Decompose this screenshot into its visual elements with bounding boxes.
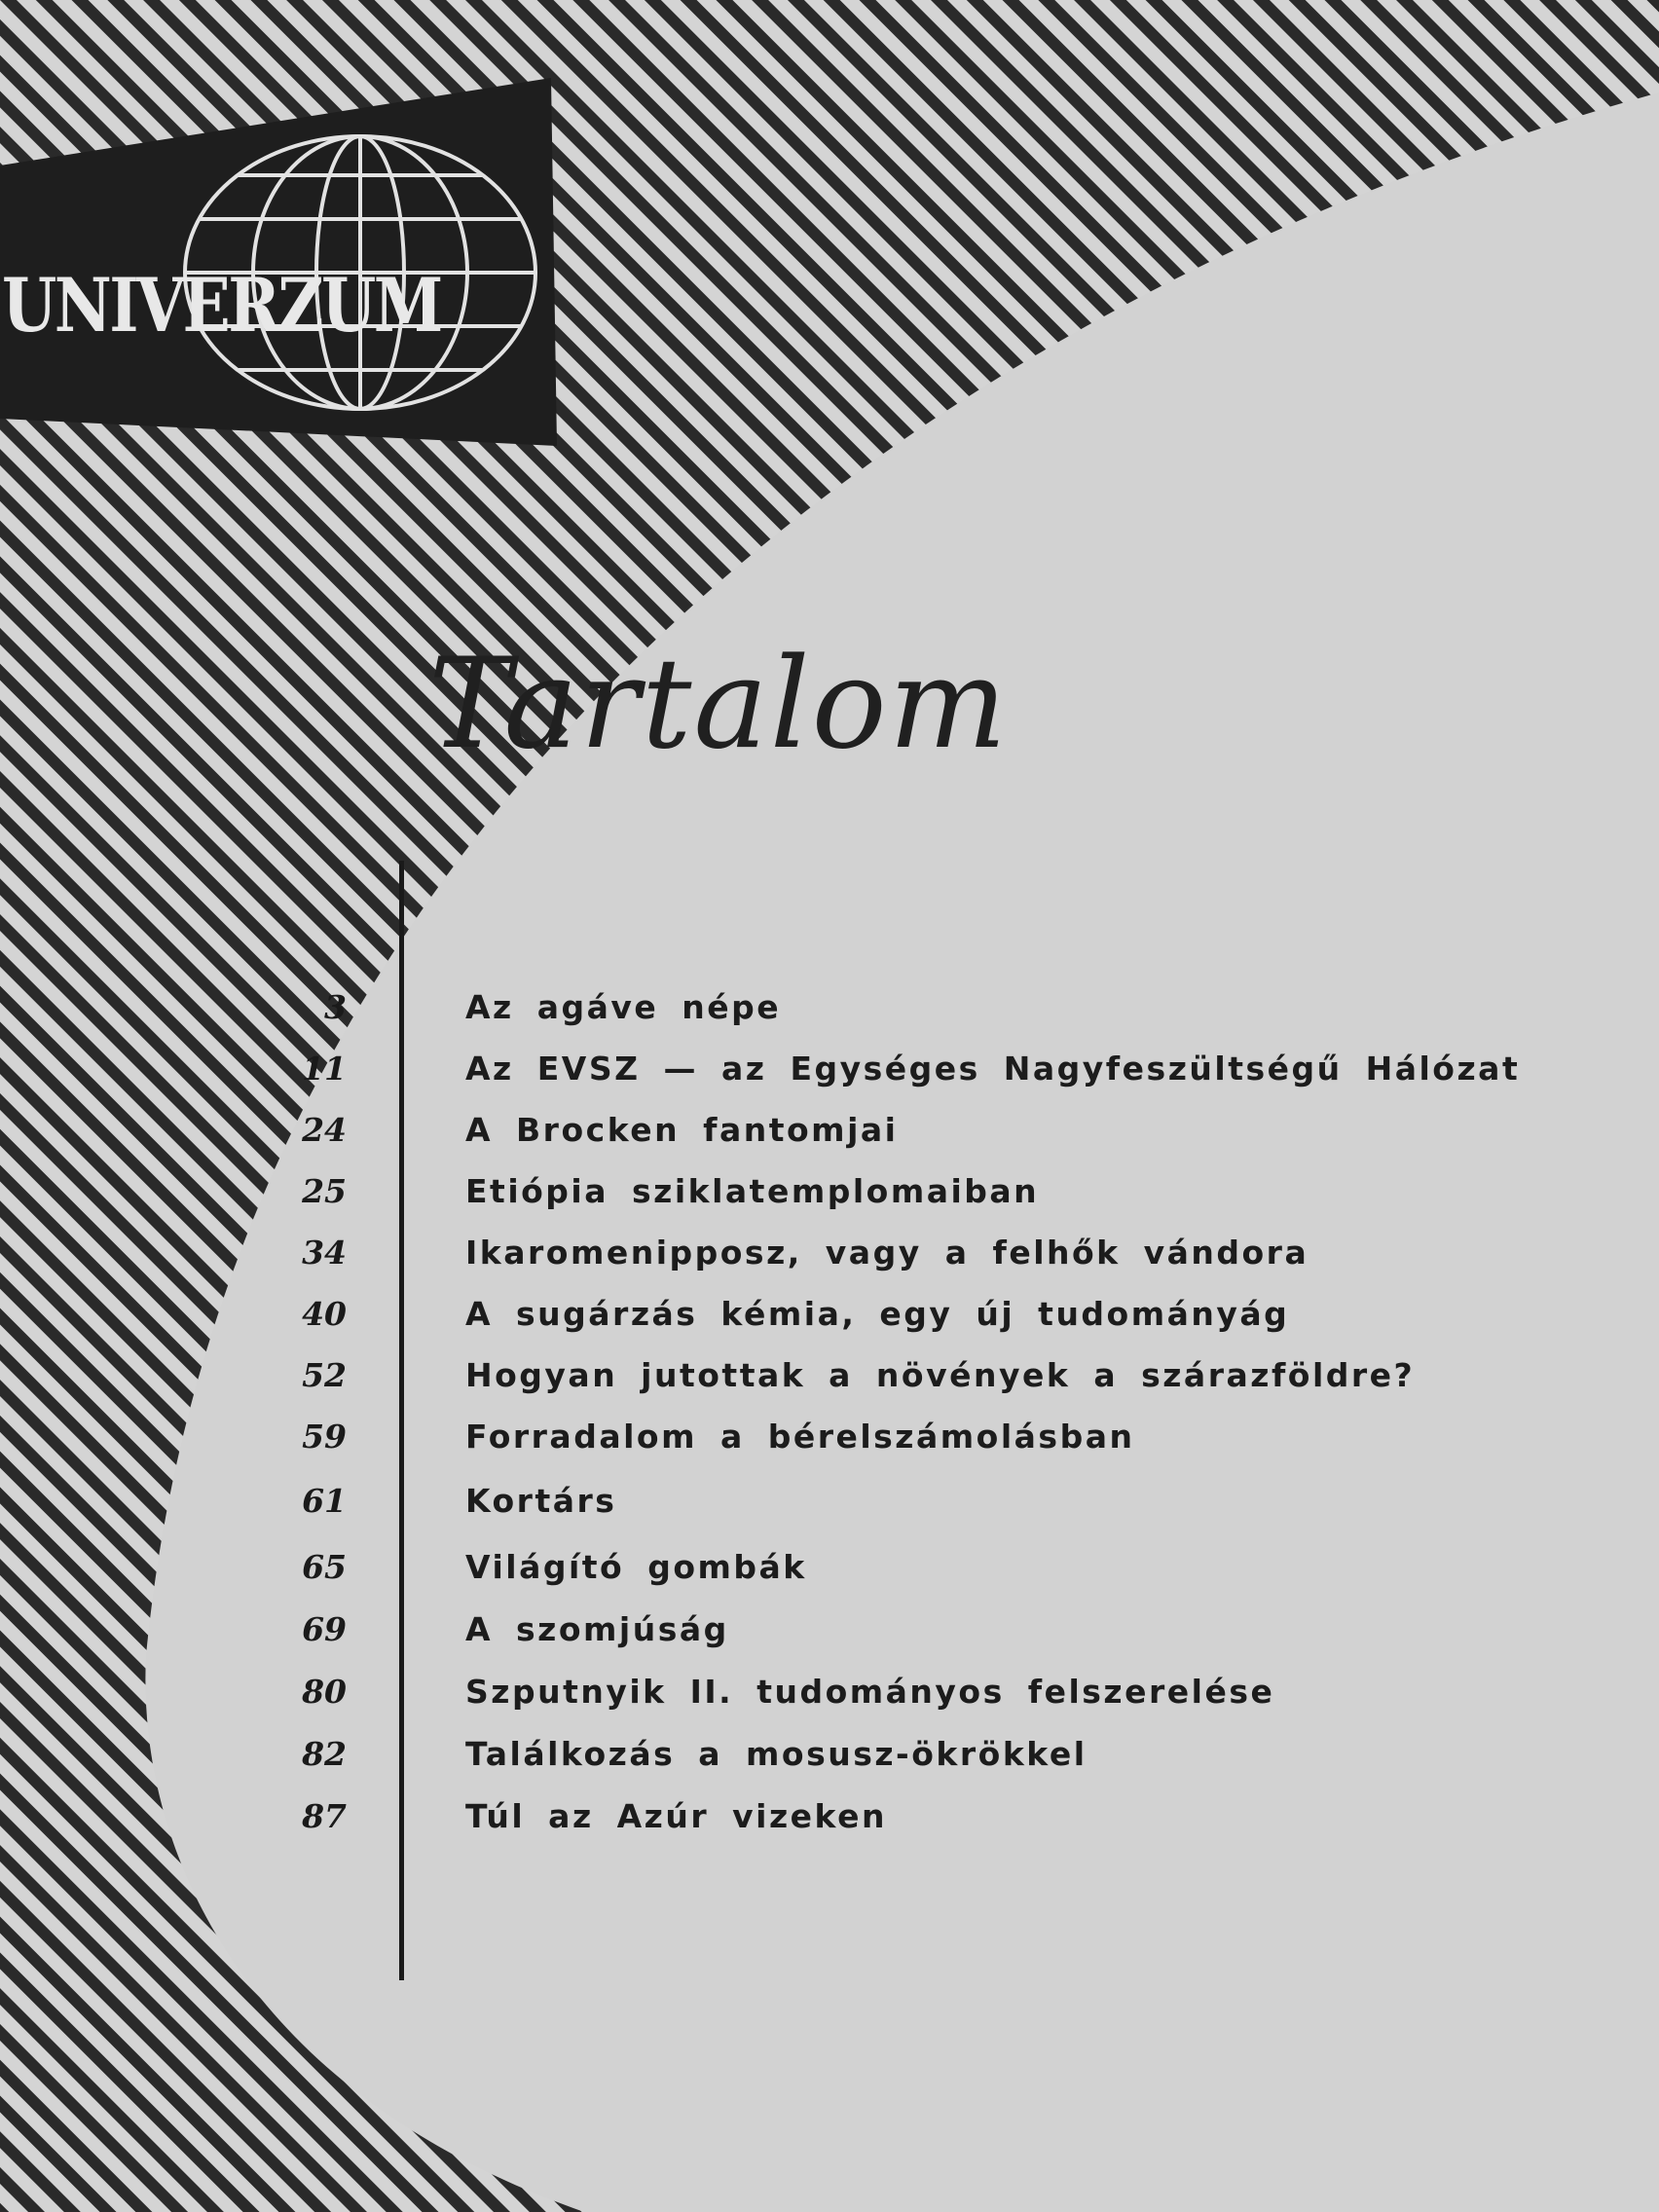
- toc-entry[interactable]: [0, 1536, 1659, 1599]
- toc-title: A sugárzás kémia, egy új tudományág: [465, 1295, 1290, 1333]
- univerzum-logo: [0, 78, 557, 446]
- toc-entry[interactable]: [0, 1786, 1659, 1848]
- toc-page-number: 24: [302, 1111, 347, 1149]
- toc-title: Ikaromenipposz, vagy a felhők vándora: [465, 1234, 1309, 1272]
- toc-title: Találkozás a mosusz-ökrökkel: [465, 1735, 1088, 1773]
- toc-title: Az EVSZ — az Egységes Nagyfeszültségű Hálózat: [465, 1050, 1521, 1088]
- toc-entry[interactable]: [0, 1038, 1659, 1100]
- toc-entry[interactable]: [0, 1345, 1659, 1407]
- toc-page-number: 59: [302, 1418, 347, 1456]
- toc-page-number: 11: [302, 1050, 347, 1088]
- toc-title: Túl az Azúr vizeken: [465, 1797, 887, 1835]
- toc-page-number: 3: [324, 988, 347, 1026]
- toc-entry[interactable]: [0, 1599, 1659, 1661]
- page-title: Tartalom: [428, 632, 1010, 777]
- toc-title: A Brocken fantomjai: [465, 1111, 899, 1149]
- toc-page-number: 61: [302, 1482, 347, 1520]
- toc-entry[interactable]: [0, 1723, 1659, 1786]
- toc-entry[interactable]: [0, 1283, 1659, 1346]
- toc-title: Szputnyik II. tudományos felszerelése: [465, 1673, 1275, 1711]
- toc-page-number: 34: [302, 1234, 347, 1272]
- toc-title: Etiópia sziklatemplomaiban: [465, 1172, 1040, 1210]
- toc-title: A szomjúság: [465, 1610, 729, 1648]
- logo-wordmark: UNIVERZUM: [2, 262, 441, 349]
- toc-entry[interactable]: [0, 977, 1659, 1039]
- toc-entry[interactable]: [0, 1406, 1659, 1468]
- toc-page-number: 69: [302, 1610, 347, 1648]
- toc-title: Hogyan jutottak a növények a szárazföldre?: [465, 1356, 1416, 1394]
- toc-page-number: 40: [302, 1295, 347, 1333]
- toc-title: Forradalom a bérelszámolásban: [465, 1418, 1135, 1456]
- toc-page-number: 52: [302, 1356, 347, 1394]
- toc-title: Az agáve népe: [465, 988, 782, 1026]
- toc-entry[interactable]: [0, 1099, 1659, 1161]
- toc-page-number: 65: [302, 1548, 347, 1586]
- toc-page-number: 87: [302, 1797, 347, 1835]
- toc-page-number: 80: [302, 1673, 347, 1711]
- toc-entry[interactable]: [0, 1161, 1659, 1223]
- toc-entry[interactable]: [0, 1222, 1659, 1284]
- toc-entry[interactable]: [0, 1661, 1659, 1723]
- toc-page-number: 25: [302, 1172, 347, 1210]
- toc-title: Kortárs: [465, 1482, 617, 1520]
- toc-entry[interactable]: [0, 1470, 1659, 1532]
- toc-title: Világító gombák: [465, 1548, 807, 1586]
- toc-page-number: 82: [302, 1735, 347, 1773]
